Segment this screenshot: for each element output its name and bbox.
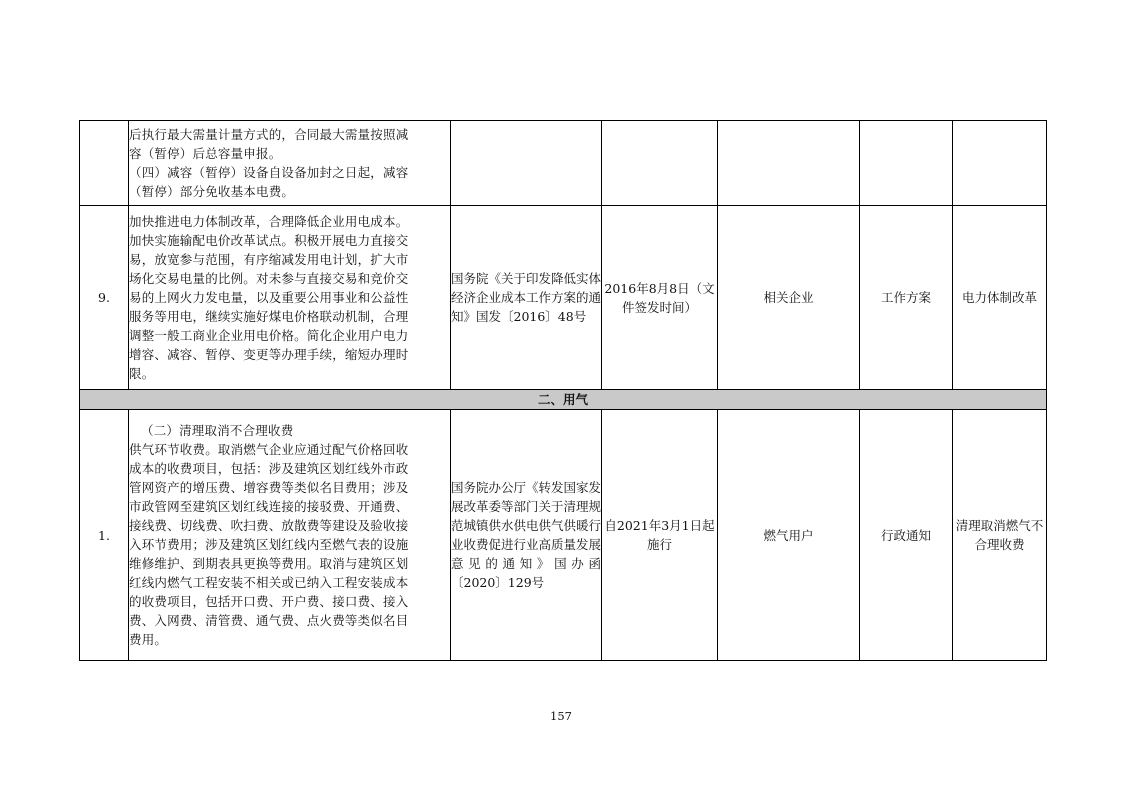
document-cell <box>451 121 602 206</box>
row-number-cell: 9. <box>80 206 129 390</box>
section-header-row <box>80 390 1047 410</box>
content-line: 费用。 <box>129 632 168 647</box>
content-line: 的收费项目，包括开口费、开户费、接口费、接入 <box>129 594 409 609</box>
content-line: 成本的收费项目，包括：涉及建筑区划红线外市政 <box>129 461 409 476</box>
content-line: 市政管网至建筑区划红线连接的接驳费、开通费、 <box>129 499 409 514</box>
document-cell: 国务院办公厅《转发国家发展改革委等部门关于清理规范城镇供水供电供气供暖行业收费促进行业高质量发展意见的通知》国办函〔2020〕129号 <box>451 410 602 661</box>
content-line: 容（暂停）后总容量申报。 <box>129 146 282 161</box>
date-cell: 2016年8月8日（文件签发时间） <box>602 206 718 390</box>
content-line: 管网资产的增压费、增容费等类似名目费用；涉及 <box>129 480 409 495</box>
content-line: 服务等用电，继续实施好煤电价格联动机制，合理 <box>129 309 409 324</box>
row-number-cell <box>80 121 129 206</box>
content-line: 加快实施输配电价改革试点。积极开展电力直接交 <box>129 233 409 248</box>
form-cell <box>860 121 953 206</box>
content-line: 加快推进电力体制改革，合理降低企业用电成本。 <box>129 214 409 229</box>
content-line: 入环节费用；涉及建筑区划红线内至燃气表的设施 <box>129 537 409 552</box>
content-line: 增容、减容、暂停、变更等办理手续，缩短办理时 <box>129 347 409 362</box>
form-cell: 工作方案 <box>860 206 953 390</box>
content-line: 限。 <box>129 366 155 381</box>
content-line: （四）减容（暂停）设备自设备加封之日起，减容 <box>129 165 409 180</box>
content-line: 场化交易电量的比例。对未参与直接交易和竞价交 <box>129 271 409 286</box>
document-cell: 国务院《关于印发降低实体经济企业成本工作方案的通知》国发〔2016〕48号 <box>451 206 602 390</box>
table-row <box>80 410 1047 661</box>
content-line: 调整一般工商业企业用电价格。简化企业用户电力 <box>129 328 409 343</box>
category-cell: 电力体制改革 <box>953 206 1047 390</box>
policy-content-cell <box>129 121 451 206</box>
content-line: 红线内燃气工程安装不相关或已纳入工程安装成本 <box>129 575 409 590</box>
content-line: 易的上网火力发电量，以及重要公用事业和公益性 <box>129 290 409 305</box>
policy-table <box>79 120 1047 661</box>
content-line: 易，放宽参与范围，有序缩减发用电计划，扩大市 <box>129 252 409 267</box>
object-cell: 相关企业 <box>718 206 860 390</box>
content-line: （暂停）部分免收基本电费。 <box>129 184 295 199</box>
content-line: 接线费、切线费、吹扫费、放散费等建设及验收接 <box>129 518 409 533</box>
content-line: （二）清理取消不合理收费 <box>141 423 294 438</box>
policy-content-cell <box>129 206 451 390</box>
section-title: 二、用气 <box>80 390 1047 410</box>
category-cell: 清理取消燃气不合理收费 <box>953 410 1047 661</box>
object-cell: 燃气用户 <box>718 410 860 661</box>
table-row <box>80 121 1047 206</box>
policy-content-cell <box>129 410 451 661</box>
page-number: 157 <box>550 709 572 723</box>
content-line: 供气环节收费。取消燃气企业应通过配气价格回收 <box>129 442 409 457</box>
category-cell <box>953 121 1047 206</box>
table-row <box>80 206 1047 390</box>
date-cell: 自2021年3月1日起施行 <box>602 410 718 661</box>
row-number-cell: 1. <box>80 410 129 661</box>
object-cell <box>718 121 860 206</box>
content-line: 后执行最大需量计量方式的，合同最大需量按照减 <box>129 127 409 142</box>
form-cell: 行政通知 <box>860 410 953 661</box>
date-cell <box>602 121 718 206</box>
content-line: 费、入网费、清管费、通气费、点火费等类似名目 <box>129 613 409 628</box>
content-line: 维修维护、到期表具更换等费用。取消与建筑区划 <box>129 556 409 571</box>
